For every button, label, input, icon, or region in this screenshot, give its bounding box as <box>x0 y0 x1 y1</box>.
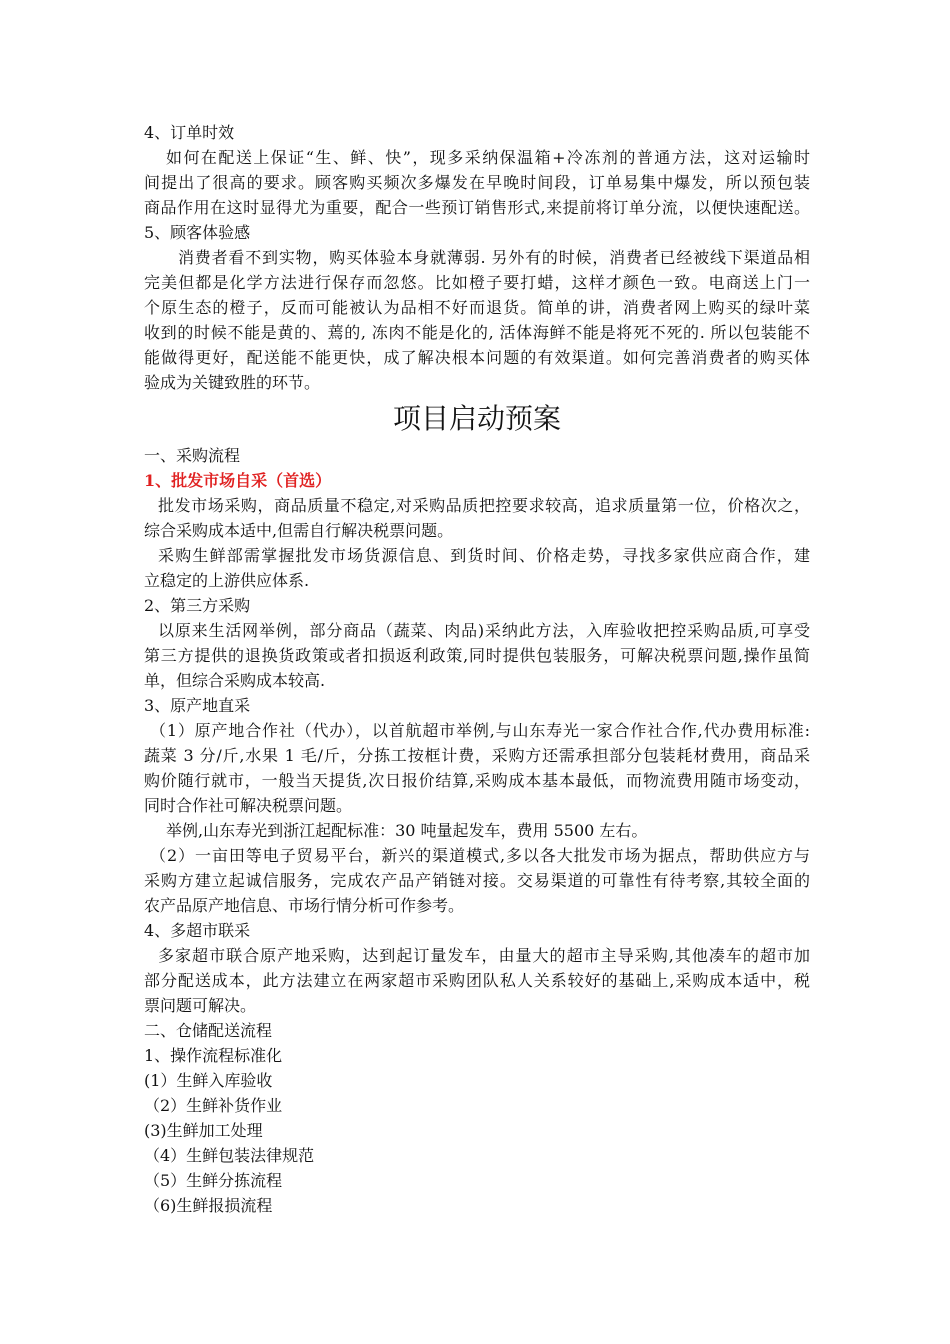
paragraph-line: 购价随行就市，一般当天提货,次日报价结算,采购成本基本最低，而物流费用随市场变动， <box>144 771 810 790</box>
page-title: 项目启动预案 <box>392 402 561 435</box>
list-item: （2）生鲜补货作业 <box>144 1096 283 1115</box>
paragraph-line: 部分配送成本，此方法建立在两家超市采购团队私人关系较好的基础上,采购成本适中，税 <box>144 971 810 990</box>
paragraph-line: （2）一亩田等电子贸易平台，新兴的渠道模式,多以各大批发市场为据点，帮助供应方与 <box>150 846 810 865</box>
section-heading: 5、顾客体验感 <box>144 223 251 242</box>
paragraph-line: 第三方提供的退换货政策或者扣损返利政策,同时提供包装服务，可解决税票问题,操作虽简 <box>144 646 810 665</box>
paragraph-line: 单，但综合采购成本较高. <box>144 671 326 690</box>
list-item: （6)生鲜报损流程 <box>144 1196 273 1215</box>
paragraph-line: 综合采购成本适中,但需自行解决税票问题。 <box>144 521 454 540</box>
subsection-heading-highlight: 1、批发市场自采（首选） <box>144 471 332 490</box>
paragraph-line: 举例,山东寿光到浙江起配标准：30 吨量起发车，费用 5500 左右。 <box>166 821 648 840</box>
paragraph-line: 商品作用在这时显得尤为重要，配合一些预订销售形式,来提前将订单分流，以便快速配送。 <box>144 198 810 217</box>
list-item: （4）生鲜包装法律规范 <box>144 1146 315 1165</box>
paragraph-line: 个原生态的橙子，反而可能被认为品相不好而退货。简单的讲，消费者网上购买的绿叶菜 <box>144 298 810 317</box>
paragraph-line: 票问题可解决。 <box>144 996 257 1015</box>
paragraph-line: 同时合作社可解决税票问题。 <box>144 796 353 815</box>
paragraph-line: （1）原产地合作社（代办），以首航超市举例,与山东寿光一家合作社合作,代办费用标准: <box>150 721 810 740</box>
paragraph-line: 能做得更好，配送能不能更快，成了解决根本问题的有效渠道。如何完善消费者的购买体 <box>144 348 810 367</box>
subsection-heading: 3、原产地直采 <box>144 696 251 715</box>
paragraph-line: 如何在配送上保证“生、鲜、快”，现多采纳保温箱+冷冻剂的普通方法，这对运输时 <box>166 148 810 167</box>
paragraph-line: 立稳定的上游供应体系. <box>144 571 310 590</box>
paragraph-line: 完美但都是化学方法进行保存而忽悠。比如橙子要打蜡，这样才颜色一致。电商送上门一 <box>144 273 810 292</box>
paragraph-line: 间提出了很高的要求。顾客购买频次多爆发在早晚时间段，订单易集中爆发，所以预包装 <box>144 173 810 192</box>
section-heading: 4、订单时效 <box>144 123 235 142</box>
section-heading: 二、仓储配送流程 <box>144 1021 273 1040</box>
paragraph-line: 多家超市联合原产地采购，达到起订量发车，由量大的超市主导采购,其他凑车的超市加 <box>158 946 810 965</box>
subsection-heading: 4、多超市联采 <box>144 921 251 940</box>
list-item: (3)生鲜加工处理 <box>144 1121 263 1140</box>
section-heading: 一、采购流程 <box>144 446 241 465</box>
list-item: （5）生鲜分拣流程 <box>144 1171 283 1190</box>
paragraph-line: 采购生鲜部需掌握批发市场货源信息、到货时间、价格走势，寻找多家供应商合作，建 <box>158 546 810 565</box>
paragraph-line: 消费者看不到实物，购买体验本身就薄弱. 另外有的时候，消费者已经被线下渠道品相 <box>178 248 810 267</box>
paragraph-line: 蔬菜 3 分/斤,水果 1 毛/斤，分拣工按框计费，采购方还需承担部分包装耗材费用，商品采 <box>144 746 810 765</box>
paragraph-line: 农产品原产地信息、市场行情分析可作参考。 <box>144 896 465 915</box>
paragraph-line: 以原来生活网举例，部分商品（蔬菜、肉品)采纳此方法，入库验收把控采购品质,可享受 <box>158 621 810 640</box>
paragraph-line: 采购方建立起诚信服务，完成农产品产销链对接。交易渠道的可靠性有待考察,其较全面的 <box>144 871 810 890</box>
paragraph-line: 验成为关键致胜的环节。 <box>144 373 321 392</box>
document-page <box>144 120 810 1218</box>
subsection-heading: 2、第三方采购 <box>144 596 251 615</box>
list-item: (1）生鲜入库验收 <box>144 1071 273 1090</box>
subsection-heading: 1、操作流程标准化 <box>144 1046 283 1065</box>
paragraph-line: 收到的时候不能是黄的、蔫的, 冻肉不能是化的, 活体海鲜不能是将死不死的. 所以包装能不 <box>144 323 810 342</box>
paragraph-line: 批发市场采购，商品质量不稳定,对采购品质把控要求较高，追求质量第一位，价格次之， <box>158 496 810 515</box>
